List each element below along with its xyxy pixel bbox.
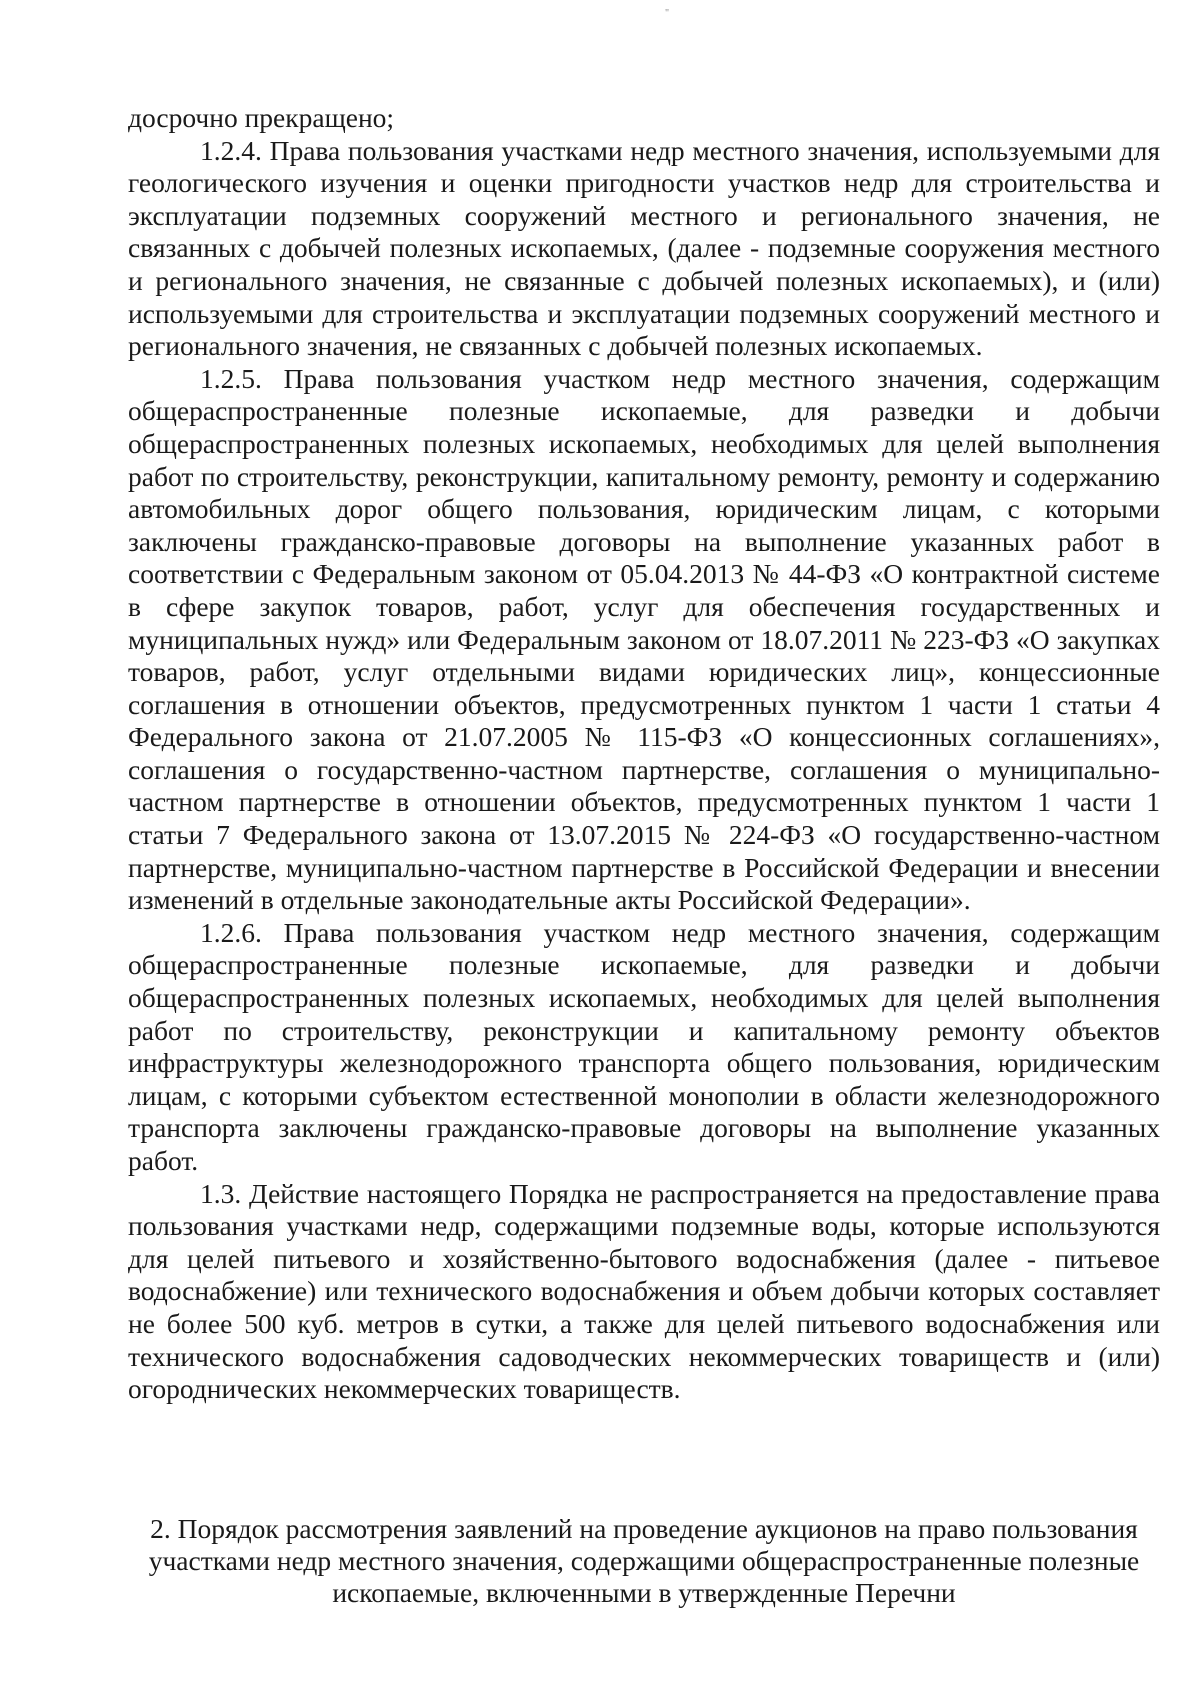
page-mark: " (665, 8, 670, 19)
lead-fragment: досрочно прекращено; (128, 102, 395, 133)
document-body (128, 102, 1160, 1406)
paragraph-1-3 (128, 1178, 1160, 1406)
paragraph-number: 1.2.4. (200, 134, 262, 166)
paragraph-number: 1.2.6. (200, 916, 262, 948)
paragraph-number: 1.2.5. (200, 362, 262, 394)
paragraph-1-2-4 (128, 135, 1160, 363)
paragraph-1-2-5 (128, 363, 1160, 917)
paragraph-number: 1.3. (200, 1177, 242, 1209)
paragraph-text: Права пользования участками недр местного значения, используемыми для геологического изучения и оценки пригодности участков недр для строительства и эксплуатации подземных сооружений местного и регионального значения, не связанных с добычей полезных ископаемых, (далее - подземные сооружения местного и регионального значения, не связанные с добычей полезных ископаемых), и (или) используемыми для строительства и эксплуатации подземных сооружений местного и регионального значения, не связанных с добычей полезных ископаемых. (128, 134, 1160, 362)
section-heading: 2. Порядок рассмотрения заявлений на проведение аукционов на право пользования участками недр местного значения, содержащими общераспространенные полезные ископаемые, включенными в утвержденные Перечни (148, 1513, 1140, 1608)
paragraph-text: Права пользования участком недр местного значения, содержащим общераспространенные полезные ископаемые, для разведки и добычи общераспространенных полезных ископаемых, необходимых для целей выполнения работ по строительству, реконструкции, капитальному ремонту, ремонту и содержанию автомобильных дорог общего пользования, юридическим лицам, с которыми заключены гражданско-правовые договоры на выполнение указанных работ в соответствии с Федеральным законом от 05.04.2013 № 44-ФЗ «О контрактной системе в сфере закупок товаров, работ, услуг для обеспечения государственных и муниципальных нужд» или Федеральным законом от 18.07.2011 № 223-ФЗ «О закупках товаров, работ, услуг отдельными видами юридических лиц», концессионные соглашения в отношении объектов, предусмотренных пунктом 1 части 1 статьи 4 Федерального закона от 21.07.2005 № 115-ФЗ «О концессионных соглашениях», соглашения о государственно-частном партнерстве, соглашения о муниципально-частном партнерстве в отношении объектов, предусмотренных пунктом 1 части 1 статьи 7 Федерального закона от 13.07.2015 № 224-ФЗ «О государственно-частном партнерстве, муниципально-частном партнерстве в Российской Федерации и внесении изменений в отдельные законодательные акты Российской Федерации». (128, 362, 1160, 916)
paragraph-1-2-6 (128, 917, 1160, 1178)
paragraph-text: Действие настоящего Порядка не распространяется на предоставление права пользования участками недр, содержащими подземные воды, которые используются для целей питьевого и хозяйственно-бытового водоснабжения (далее - питьевое водоснабжение) или технического водоснабжения и объем добычи которых составляет не более 500 куб. метров в сутки, а также для целей питьевого водоснабжения или технического водоснабжения садоводческих некоммерческих товариществ и (или) огороднических некоммерческих товариществ. (128, 1177, 1160, 1405)
paragraph-text: Права пользования участком недр местного значения, содержащим общераспространенные полезные ископаемые, для разведки и добычи общераспространенных полезных ископаемых, необходимых для целей выполнения работ по строительству, реконструкции и капитальному ремонту объектов инфраструктуры железнодорожного транспорта общего пользования, юридическим лицам, с которыми субъектом естественной монополии в области железнодорожного транспорта заключены гражданско-правовые договоры на выполнение указанных работ. (128, 916, 1160, 1176)
